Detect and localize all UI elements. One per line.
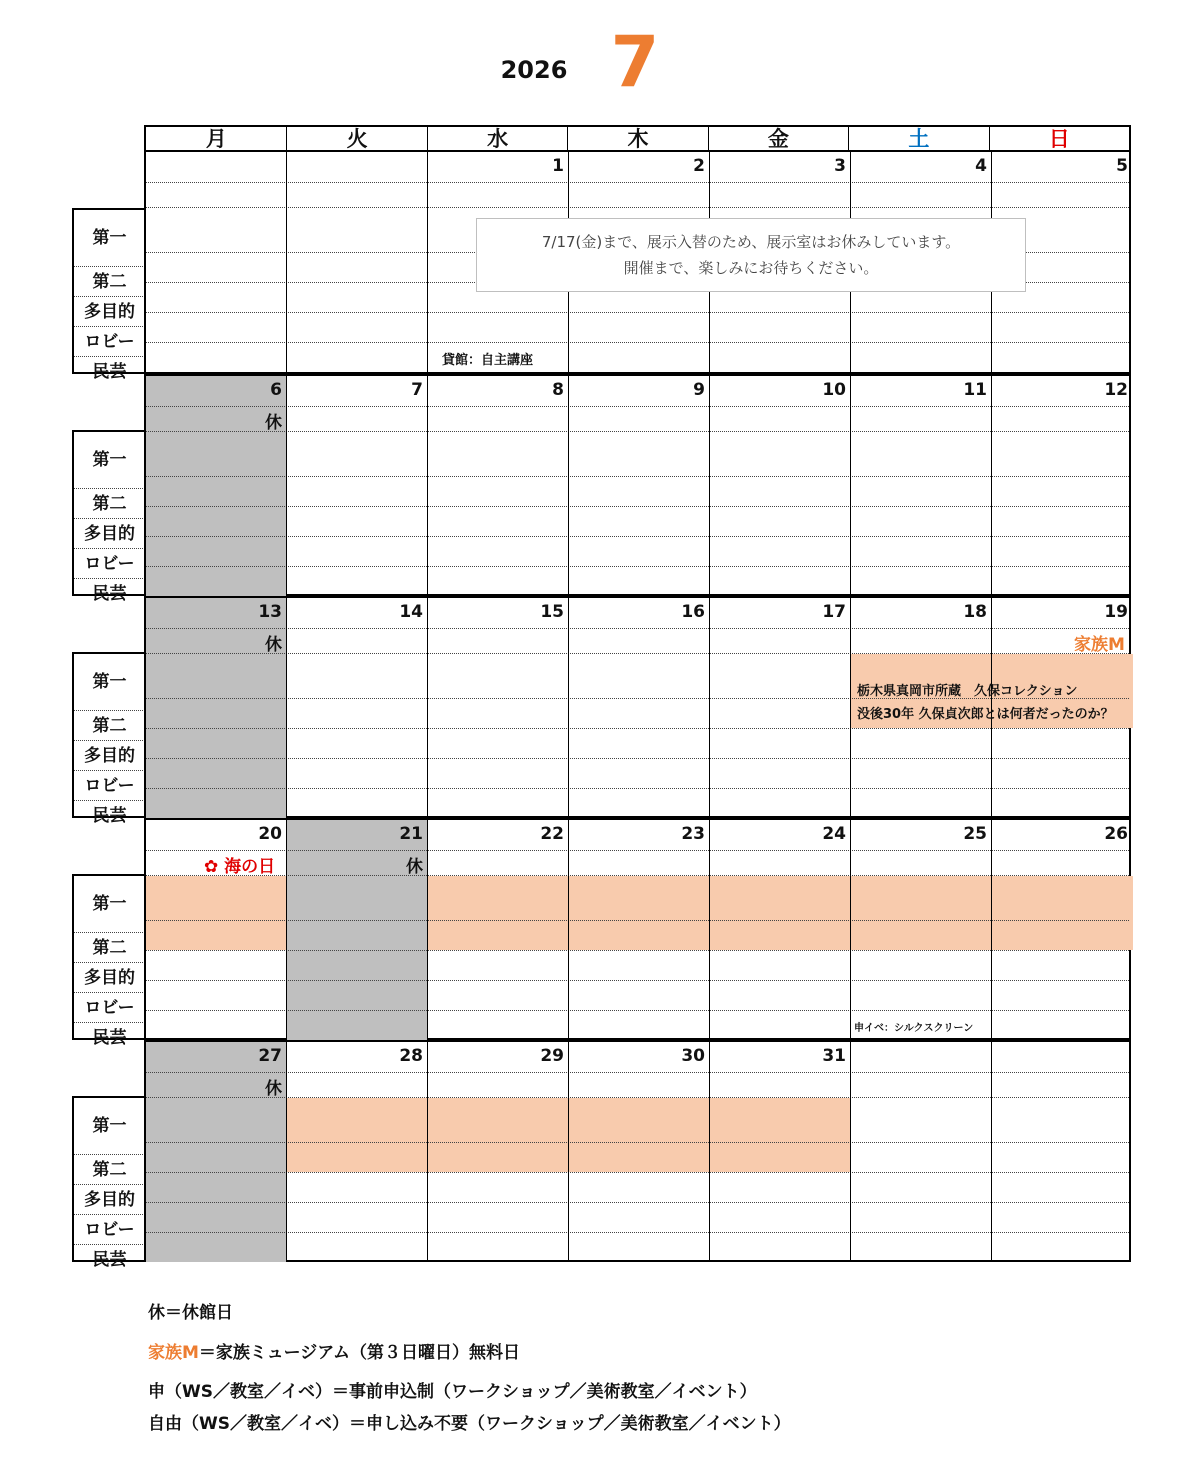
column-divider <box>709 1042 710 1262</box>
day-number: 31 <box>822 1046 846 1066</box>
row-divider <box>146 950 1129 951</box>
family-museum-mark: 家族M <box>1074 635 1125 655</box>
column-divider <box>286 598 287 818</box>
column-divider <box>427 598 428 818</box>
day-number: 21 <box>399 824 423 844</box>
day-number: 23 <box>681 824 705 844</box>
row-divider <box>146 850 1129 851</box>
day-number: 17 <box>822 602 846 622</box>
column-divider <box>850 820 851 1040</box>
room-label: 多目的 <box>84 524 135 544</box>
room-label: 第一 <box>92 1116 127 1136</box>
day-number: 14 <box>399 602 423 622</box>
day-number: 9 <box>693 380 705 400</box>
day-number: 4 <box>975 156 987 176</box>
legend-family <box>148 1338 520 1363</box>
day-number: 12 <box>1104 380 1128 400</box>
row-divider <box>146 1010 1129 1011</box>
day-cell[interactable] <box>287 376 428 596</box>
day-number: 15 <box>540 602 564 622</box>
day-cell[interactable] <box>146 152 287 372</box>
column-divider <box>568 598 569 818</box>
label-divider <box>74 932 145 933</box>
room-label: 多目的 <box>84 302 135 322</box>
silkscreen-event: 申イベ：シルクスクリーン <box>854 1023 974 1034</box>
room-label: 第一 <box>92 450 127 470</box>
column-divider <box>286 152 287 372</box>
row-divider <box>146 980 1129 981</box>
row-divider <box>146 182 1129 183</box>
day-cell[interactable] <box>992 1042 1133 1262</box>
room-label: ロビー <box>84 332 135 352</box>
label-divider <box>74 266 145 267</box>
label-divider <box>74 326 145 327</box>
room-label: 多目的 <box>84 968 135 988</box>
label-divider <box>74 710 145 711</box>
column-divider <box>568 1042 569 1262</box>
column-divider <box>709 820 710 1040</box>
day-number: 29 <box>540 1046 564 1066</box>
column-divider <box>850 598 851 818</box>
column-divider <box>427 1042 428 1262</box>
label-divider <box>74 296 145 297</box>
closed-mark: 休 <box>265 413 282 433</box>
day-number: 8 <box>552 380 564 400</box>
week-grid <box>144 374 1131 596</box>
room-label: 第一 <box>92 672 127 692</box>
day-number: 26 <box>1104 824 1128 844</box>
weekday-thu: 木 <box>567 127 707 152</box>
label-divider <box>74 1244 145 1245</box>
room-label: 第二 <box>92 1160 127 1180</box>
label-divider <box>74 992 145 993</box>
column-divider <box>568 820 569 1040</box>
exhibition-title-1: 栃木県真岡市所蔵 久保コレクション <box>857 684 1078 699</box>
day-number: 10 <box>822 380 846 400</box>
label-divider <box>74 488 145 489</box>
label-divider <box>74 1022 145 1023</box>
room-label: 民芸 <box>92 1028 127 1048</box>
row-divider <box>146 758 1129 759</box>
row-divider <box>146 207 1129 208</box>
day-number: 27 <box>258 1046 282 1066</box>
label-divider <box>74 1184 145 1185</box>
notice-line-1: 7/17(金)まで、展示入替のため、展示室はお休みしています。 <box>541 233 961 251</box>
day-number: 28 <box>399 1046 423 1066</box>
room-label: 第二 <box>92 272 127 292</box>
day-number: 30 <box>681 1046 705 1066</box>
column-divider <box>991 820 992 1040</box>
exhibition-block <box>146 876 287 950</box>
weekday-tue: 火 <box>286 127 426 152</box>
room-label: 第二 <box>92 494 127 514</box>
column-divider <box>709 376 710 596</box>
day-cell[interactable] <box>287 598 428 818</box>
label-divider <box>74 962 145 963</box>
day-cell[interactable] <box>569 376 710 596</box>
label-divider <box>74 770 145 771</box>
column-divider <box>709 598 710 818</box>
day-number: 5 <box>1116 156 1128 176</box>
week-grid <box>144 1040 1131 1262</box>
day-number: 22 <box>540 824 564 844</box>
day-cell[interactable] <box>710 376 851 596</box>
row-divider <box>146 1202 1129 1203</box>
row-divider <box>146 536 1129 537</box>
room-label: 第一 <box>92 228 127 248</box>
week-grid <box>144 596 1131 818</box>
exhibition-title-2: 没後30年 久保貞次郎とは何者だったのか？ <box>857 707 1114 722</box>
row-divider <box>146 628 1129 629</box>
day-number: 20 <box>258 824 282 844</box>
column-divider <box>991 1042 992 1262</box>
room-label: ロビー <box>84 776 135 796</box>
row-divider <box>146 728 1129 729</box>
room-label: 第二 <box>92 938 127 958</box>
weekday-mon: 月 <box>205 127 227 151</box>
row-divider <box>146 566 1129 567</box>
day-cell[interactable] <box>569 598 710 818</box>
holiday-label <box>204 852 275 877</box>
day-number: 13 <box>258 602 282 622</box>
label-divider <box>74 356 145 357</box>
room-label: 民芸 <box>92 1250 127 1270</box>
room-label: 民芸 <box>92 584 127 604</box>
closed-mark: 休 <box>265 635 282 655</box>
day-number: 25 <box>963 824 987 844</box>
label-divider <box>74 518 145 519</box>
room-label: 民芸 <box>92 806 127 826</box>
room-label: 第二 <box>92 716 127 736</box>
day-number: 2 <box>693 156 705 176</box>
column-divider <box>286 376 287 596</box>
weekday-wed: 水 <box>427 127 567 152</box>
closed-mark: 休 <box>265 1079 282 1099</box>
room-label: 多目的 <box>84 746 135 766</box>
day-number: 18 <box>963 602 987 622</box>
row-divider <box>146 1142 1129 1143</box>
room-label: ロビー <box>84 998 135 1018</box>
row-divider <box>146 476 1129 477</box>
weekday-sat: 土 <box>848 127 988 152</box>
day-number: 19 <box>1104 602 1128 622</box>
room-labels <box>72 1096 145 1270</box>
row-divider <box>146 406 1129 407</box>
room-label: ロビー <box>84 554 135 574</box>
column-divider <box>850 1042 851 1262</box>
row-divider <box>146 431 1129 432</box>
label-divider <box>74 548 145 549</box>
notice-line-2: 開催まで、楽しみにお待ちください。 <box>623 259 879 277</box>
day-cell[interactable] <box>710 598 851 818</box>
holiday-text: 海の日 <box>224 857 276 877</box>
day-cell[interactable] <box>428 598 569 818</box>
row-divider <box>146 653 1129 654</box>
column-divider <box>286 1042 287 1262</box>
room-labels <box>72 652 145 826</box>
room-labels <box>72 874 145 1048</box>
day-number: 3 <box>834 156 846 176</box>
week-grid <box>144 818 1131 1040</box>
day-number: 1 <box>552 156 564 176</box>
row-divider <box>146 1072 1129 1073</box>
exhibition-notice <box>476 218 1026 292</box>
day-number: 24 <box>822 824 846 844</box>
label-divider <box>74 740 145 741</box>
label-divider <box>74 1214 145 1215</box>
column-divider <box>850 376 851 596</box>
day-number: 7 <box>411 380 423 400</box>
weekday-fri: 金 <box>708 127 848 152</box>
day-cell[interactable] <box>851 376 992 596</box>
day-number: 11 <box>963 380 987 400</box>
rental-event: 貸館：自主講座 <box>442 353 534 368</box>
label-divider <box>74 1154 145 1155</box>
room-label: 多目的 <box>84 1190 135 1210</box>
day-cell[interactable] <box>851 1042 992 1262</box>
column-divider <box>568 376 569 596</box>
label-divider <box>74 800 145 801</box>
room-labels <box>72 208 145 382</box>
row-divider <box>146 1172 1129 1173</box>
column-divider <box>427 820 428 1040</box>
row-divider <box>146 1232 1129 1233</box>
weekday-header <box>144 125 1131 152</box>
legend-free: 自由（WS／教室／イベ）＝申し込み不要（ワークショップ／美術教室／イベント） <box>148 1414 791 1434</box>
weekday-sun: 日 <box>989 127 1129 152</box>
legend-reserve: 申（WS／教室／イベ）＝事前申込制（ワークショップ／美術教室／イベント） <box>148 1382 757 1402</box>
row-divider <box>146 342 1129 343</box>
room-label: ロビー <box>84 1220 135 1240</box>
room-labels <box>72 430 145 604</box>
row-divider <box>146 312 1129 313</box>
row-divider <box>146 788 1129 789</box>
day-cell[interactable] <box>428 376 569 596</box>
flag-icon: ✿ <box>204 857 225 877</box>
day-cell[interactable] <box>992 376 1133 596</box>
year-label: 2026 <box>500 56 568 84</box>
room-label: 第一 <box>92 894 127 914</box>
column-divider <box>427 152 428 372</box>
day-number: 6 <box>270 380 282 400</box>
legend-family-desc: ＝家族ミュージアム（第３日曜日）無料日 <box>198 1343 521 1363</box>
column-divider <box>427 376 428 596</box>
month-label: 7 <box>610 21 660 103</box>
exhibition-block <box>428 876 1133 950</box>
exhibition-block <box>287 1098 851 1172</box>
row-divider <box>146 1097 1129 1098</box>
day-number: 16 <box>681 602 705 622</box>
day-cell[interactable] <box>287 152 428 372</box>
row-divider <box>146 506 1129 507</box>
legend-closed: 休＝休館日 <box>148 1303 233 1323</box>
closed-mark: 休 <box>406 857 423 877</box>
row-divider <box>146 920 1129 921</box>
column-divider <box>991 376 992 596</box>
legend-family-key: 家族M <box>148 1343 199 1363</box>
label-divider <box>74 578 145 579</box>
room-label: 民芸 <box>92 362 127 382</box>
